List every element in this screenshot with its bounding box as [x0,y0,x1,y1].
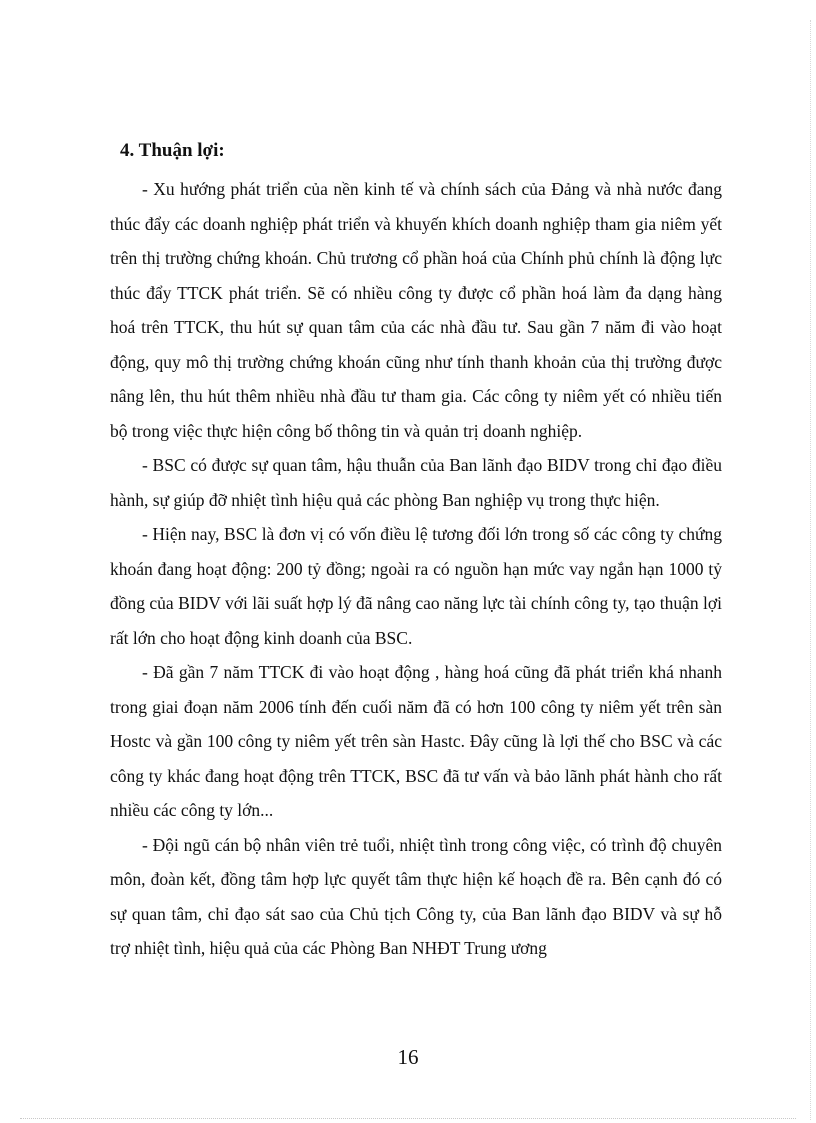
paragraph-market-growth: - Đã gần 7 năm TTCK đi vào hoạt động , hàng hoá cũng đã phát triển khá nhanh trong giai đoạn năm 2006 tính đến cuối năm đã có hơn 100 công ty niêm yết trên sàn Hostc và gần 100 công ty niêm yết trên sàn Hastc. Đây cũng là lợi thế cho BSC và các công ty khác đang hoạt động trên TTCK, BSC đã tư vấn và bảo lãnh phát hành cho rất nhiều các công ty lớn... [110,662,722,820]
paragraph-capital: - Hiện nay, BSC là đơn vị có vốn điều lệ tương đối lớn trong số các công ty chứng khoán đang hoạt động: 200 tỷ đồng; ngoài ra có nguồn hạn mức vay ngắn hạn 1000 tỷ đồng của BIDV với lãi suất hợp lý đã nâng cao năng lực tài chính công ty, tạo thuận lợi rất lớn cho hoạt động kinh doanh của BSC. [110,524,722,648]
paragraph-bidv-support: - BSC có được sự quan tâm, hậu thuẫn của Ban lãnh đạo BIDV trong chỉ đạo điều hành, sự giúp đỡ nhiệt tình hiệu quả các phòng Ban nghiệp vụ trong thực hiện. [110,455,722,510]
page-border-right [810,20,811,1120]
page-border-bottom [20,1118,796,1119]
section-heading: 4. Thuận lợi: [120,140,225,161]
paragraph-staff: - Đội ngũ cán bộ nhân viên trẻ tuổi, nhiệt tình trong công việc, có trình độ chuyên môn, đoàn kết, đồng tâm hợp lực quyết tâm thực hiện kế hoạch đề ra. Bên cạnh đó có sự quan tâm, chỉ đạo sát sao của Chủ tịch Công ty, của Ban lãnh đạo BIDV và sự hỗ trợ nhiệt tình, hiệu quả của các Phòng Ban NHĐT Trung ương [110,834,722,958]
document-body [110,172,722,966]
page-number: 16 [397,1045,419,1069]
paragraph-trends: - Xu hướng phát triển của nền kinh tế và chính sách của Đảng và nhà nước đang thúc đẩy các doanh nghiệp phát triển và khuyến khích doanh nghiệp tham gia niêm yết trên thị trường chứng khoán. Chủ trương cổ phần hoá của Chính phủ chính là động lực thúc đẩy TTCK phát triển. Sẽ có nhiều công ty được cổ phần hoá làm đa dạng hàng hoá trên TTCK, thu hút sự quan tâm của các nhà đầu tư. Sau gần 7 năm đi vào hoạt động, quy mô thị trường chứng khoán cũng như tính thanh khoản của thị trường được nâng lên, thu hút thêm nhiều nhà đầu tư tham gia. Các công ty niêm yết có nhiều tiến bộ trong việc thực hiện công bố thông tin và quản trị doanh nghiệp. [110,179,722,441]
